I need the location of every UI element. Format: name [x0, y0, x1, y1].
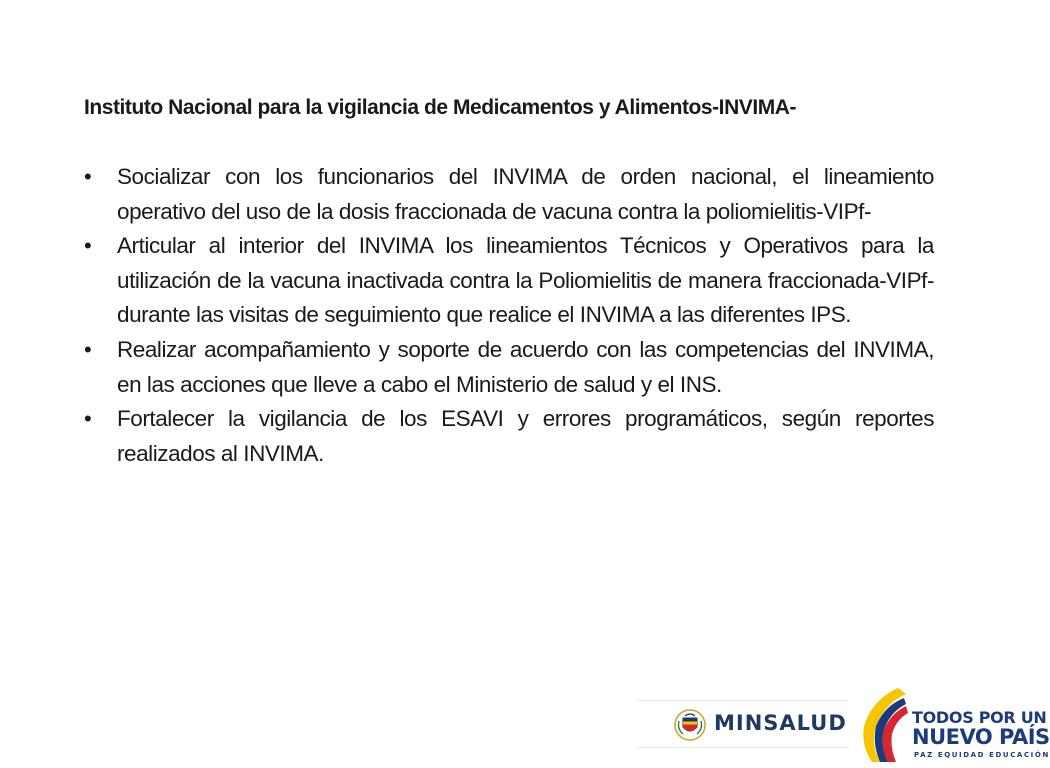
- list-item: [84, 333, 934, 402]
- minsalud-wordmark: MINSALUD: [714, 711, 847, 735]
- bullet-icon: •: [84, 164, 92, 189]
- list-item: [84, 229, 934, 333]
- todos-line2: NUEVO PAÍS: [912, 725, 1050, 749]
- bullet-text: Fortalecer la vigilancia de los ESAVI y errores programáticos, según reportes realizados al INVIMA.: [117, 406, 934, 466]
- minsalud-logo: [638, 700, 848, 748]
- colombia-flag-swoosh-icon: [858, 686, 912, 764]
- list-item: [84, 402, 934, 471]
- todos-tagline: PAZ EQUIDAD EDUCACIÓN: [914, 751, 1050, 759]
- bullet-icon: •: [84, 233, 92, 259]
- todos-line1: TODOS POR UN: [912, 708, 1047, 727]
- bullet-text: Socializar con los funcionarios del INVIMA de orden nacional, el lineamiento operativo del uso de la dosis fraccionada de vacuna contra la poliomielitis-VIPf-: [117, 164, 934, 224]
- bullet-text: Articular al interior del INVIMA los lineamientos Técnicos y Operativos para la utilización de la vacuna inactivada contra la Poliomielitis de manera fraccionada-VIPf- durante las visitas de seguimiento que realice el INVIMA a las diferentes IPS.: [117, 233, 934, 328]
- list-item: [84, 160, 934, 229]
- slide-title: Instituto Nacional para la vigilancia de Medicamentos y Alimentos-INVIMA-: [84, 96, 797, 119]
- bullet-icon: •: [84, 336, 92, 362]
- bullet-text: Realizar acompañamiento y soporte de acuerdo con las competencias del INVIMA, en las acciones que lleve a cabo el Ministerio de salud y el INS.: [117, 336, 934, 397]
- bullet-list: [84, 160, 934, 471]
- bullet-icon: •: [84, 406, 92, 432]
- todos-por-un-nuevo-pais-logo: [858, 686, 1050, 764]
- colombia-coat-of-arms-icon: [674, 709, 706, 741]
